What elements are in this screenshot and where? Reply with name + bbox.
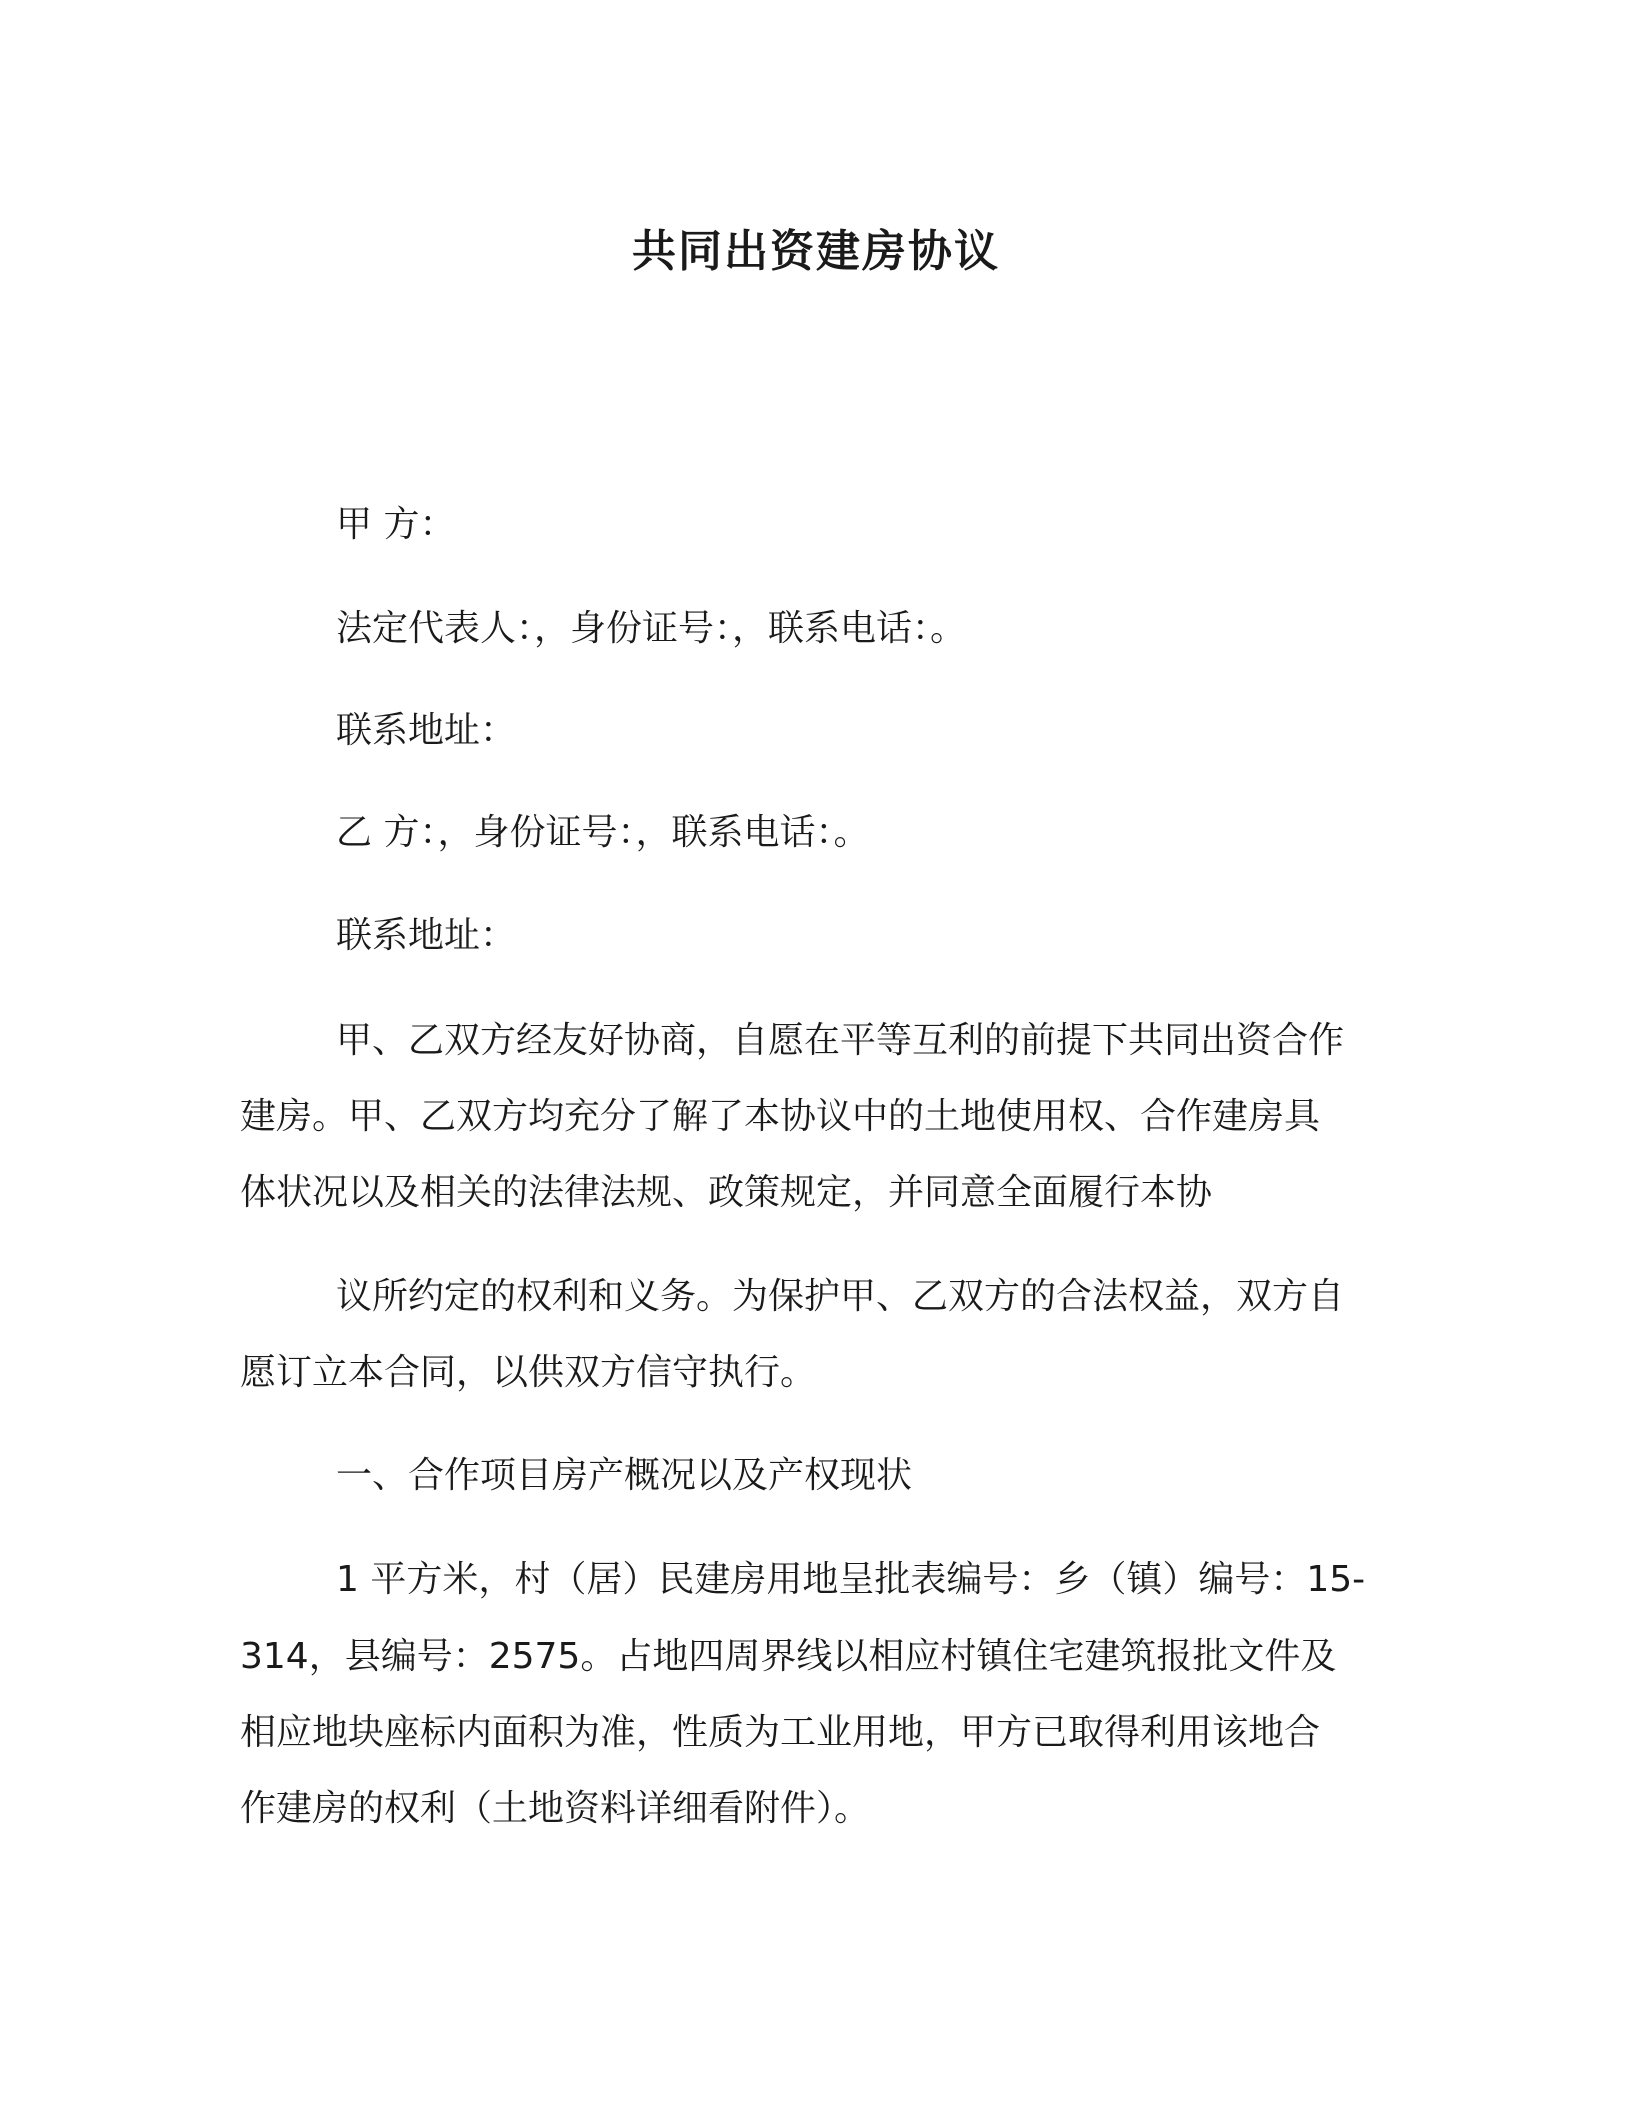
preamble-paragraph-line-1: 甲、乙双方经友好协商，自愿在平等互利的前提下共同出资合作: [336, 1020, 1345, 1061]
section-1-body-line-4: 作建房的权利（土地资料详细看附件）。: [240, 1788, 871, 1829]
party-a-representative-line: 法定代表人：，身份证号：，联系电话：。: [336, 608, 967, 649]
party-a-line: 甲 方：: [336, 504, 456, 545]
section-1-body-line-1: 1 平方米，村（居）民建房用地呈批表编号：乡（镇）编号：15-: [336, 1559, 1366, 1600]
document-title: 共同出资建房协议: [632, 226, 1000, 277]
preamble-paragraph-line-2: 建房。甲、乙双方均充分了解了本协议中的土地使用权、合作建房具: [240, 1096, 1321, 1137]
purpose-paragraph-line-1: 议所约定的权利和义务。为保护甲、乙双方的合法权益，双方自: [336, 1276, 1345, 1317]
section-1-heading: 一、合作项目房产概况以及产权现状: [336, 1455, 913, 1496]
section-1-body-line-2: 314，县编号：2575。占地四周界线以相应村镇住宅建筑报批文件及: [240, 1636, 1337, 1677]
party-b-line: 乙 方：，身份证号：，联系电话：。: [336, 812, 870, 853]
section-1-body-line-3: 相应地块座标内面积为准，性质为工业用地，甲方已取得利用该地合: [240, 1712, 1321, 1753]
purpose-paragraph-line-2: 愿订立本合同，以供双方信守执行。: [240, 1352, 817, 1393]
party-b-address-line: 联系地址：: [336, 915, 517, 956]
preamble-paragraph-line-3: 体状况以及相关的法律法规、政策规定，并同意全面履行本协: [240, 1172, 1213, 1213]
party-a-address-line: 联系地址：: [336, 710, 517, 751]
